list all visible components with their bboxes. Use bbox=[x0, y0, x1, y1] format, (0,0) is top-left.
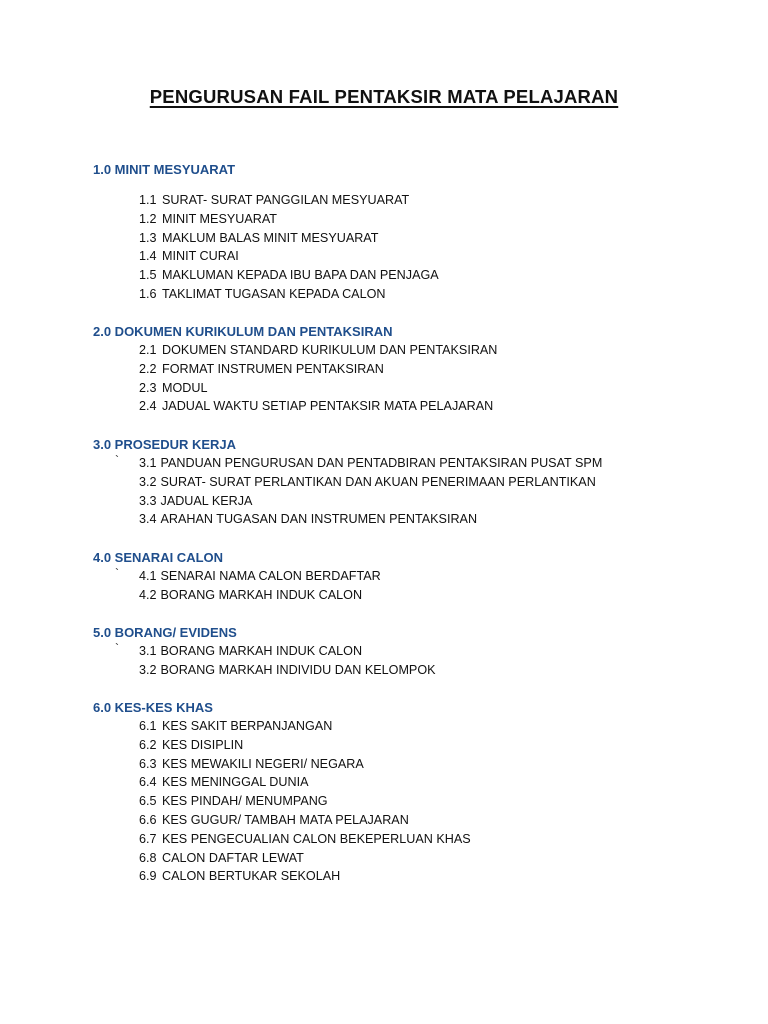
section-heading: 2.0 DOKUMEN KURIKULUM DAN PENTAKSIRAN bbox=[93, 324, 393, 339]
backtick-mark: ` bbox=[115, 641, 119, 655]
item-number: 4.2 bbox=[139, 587, 157, 602]
item-text: KES PINDAH/ MENUMPANG bbox=[162, 794, 328, 809]
section-kes-kes-khas bbox=[93, 698, 733, 886]
item-number: 3.4 bbox=[139, 512, 157, 527]
item-text: BORANG MARKAH INDIVIDU DAN KELOMPOK bbox=[160, 662, 436, 677]
item-text: CALON DAFTAR LEWAT bbox=[162, 850, 304, 865]
item-text: BORANG MARKAH INDUK CALON bbox=[160, 587, 363, 602]
item-number: 6.2 bbox=[139, 737, 157, 752]
section-heading: 4.0 SENARAI CALON bbox=[93, 550, 224, 565]
item-text: MINIT MESYUARAT bbox=[162, 211, 277, 226]
item-number: 6.6 bbox=[139, 812, 157, 827]
section-borang-evidens bbox=[93, 623, 733, 680]
item-number: 3.1 bbox=[139, 456, 157, 470]
list-item bbox=[93, 191, 733, 210]
item-number: 2.3 bbox=[139, 380, 157, 395]
list-item bbox=[93, 397, 733, 416]
item-text: MAKLUM BALAS MINIT MESYUARAT bbox=[162, 230, 379, 245]
list-item bbox=[93, 266, 733, 285]
item-number: 6.5 bbox=[139, 794, 157, 809]
list-item bbox=[93, 661, 733, 680]
section-heading: 6.0 KES-KES KHAS bbox=[93, 700, 213, 715]
list-item bbox=[93, 717, 733, 736]
list-item bbox=[93, 867, 733, 886]
list-item bbox=[93, 773, 733, 792]
list-item bbox=[93, 210, 733, 229]
section-prosedur-kerja bbox=[93, 435, 733, 529]
list-item bbox=[93, 341, 733, 360]
item-text: DOKUMEN STANDARD KURIKULUM DAN PENTAKSIRAN bbox=[162, 343, 498, 357]
item-number: 6.9 bbox=[139, 869, 157, 884]
item-text: KES MEWAKILI NEGERI/ NEGARA bbox=[162, 756, 364, 771]
section-minit-mesyuarat bbox=[93, 160, 733, 304]
item-number: 1.2 bbox=[139, 211, 157, 226]
item-text: TAKLIMAT TUGASAN KEPADA CALON bbox=[162, 286, 386, 301]
item-number: 2.2 bbox=[139, 361, 157, 376]
item-number: 6.3 bbox=[139, 756, 157, 771]
item-text: JADUAL WAKTU SETIAP PENTAKSIR MATA PELAJARAN bbox=[162, 399, 494, 414]
list-item bbox=[93, 285, 733, 304]
item-text: MINIT CURAI bbox=[162, 249, 239, 264]
item-text: FORMAT INSTRUMEN PENTAKSIRAN bbox=[162, 361, 384, 376]
item-number: 3.2 bbox=[139, 662, 157, 677]
item-number: 3.2 bbox=[139, 474, 157, 489]
section-heading: 3.0 PROSEDUR KERJA bbox=[93, 437, 237, 452]
item-number: 3.3 bbox=[139, 493, 157, 508]
item-text: KES DISIPLIN bbox=[162, 737, 244, 752]
page-title-text: PENGURUSAN FAIL PENTAKSIR MATA PELAJARAN bbox=[149, 86, 619, 107]
list-item bbox=[93, 830, 733, 849]
item-text: KES SAKIT BERPANJANGAN bbox=[162, 719, 333, 733]
item-number: 1.4 bbox=[139, 249, 157, 264]
item-number: 2.1 bbox=[139, 343, 157, 357]
item-text: KES MENINGGAL DUNIA bbox=[162, 775, 309, 790]
item-number: 1.6 bbox=[139, 286, 157, 301]
item-text: CALON BERTUKAR SEKOLAH bbox=[162, 869, 341, 884]
item-text: SENARAI NAMA CALON BERDAFTAR bbox=[160, 569, 381, 583]
item-text: BORANG MARKAH INDUK CALON bbox=[160, 644, 363, 658]
item-text: MAKLUMAN KEPADA IBU BAPA DAN PENJAGA bbox=[162, 268, 439, 283]
item-text: SURAT- SURAT PERLANTIKAN DAN AKUAN PENERIMAAN PERLANTIKAN bbox=[160, 474, 596, 489]
item-number: 4.1 bbox=[139, 569, 157, 583]
item-number: 6.7 bbox=[139, 831, 157, 846]
list-item bbox=[93, 229, 733, 248]
list-item bbox=[93, 473, 733, 492]
list-item bbox=[93, 849, 733, 868]
section-dokumen-kurikulum bbox=[93, 322, 733, 416]
section-senarai-calon bbox=[93, 548, 733, 605]
item-number: 6.8 bbox=[139, 850, 157, 865]
section-heading: 1.0 MINIT MESYUARAT bbox=[93, 162, 236, 177]
list-item bbox=[93, 360, 733, 379]
list-item bbox=[93, 379, 733, 398]
list-item bbox=[93, 510, 733, 529]
list-item bbox=[93, 492, 733, 511]
list-item bbox=[93, 642, 733, 661]
item-number: 3.1 bbox=[139, 644, 157, 658]
list-item bbox=[93, 454, 733, 473]
item-number: 1.1 bbox=[139, 193, 157, 207]
item-number: 1.3 bbox=[139, 230, 157, 245]
item-text: MODUL bbox=[162, 380, 208, 395]
item-text: KES PENGECUALIAN CALON BEKEPERLUAN KHAS bbox=[162, 831, 471, 846]
list-item bbox=[93, 247, 733, 266]
backtick-mark: ` bbox=[115, 453, 119, 467]
item-text: ARAHAN TUGASAN DAN INSTRUMEN PENTAKSIRAN bbox=[160, 512, 478, 527]
section-heading: 5.0 BORANG/ EVIDENS bbox=[93, 625, 237, 640]
item-number: 2.4 bbox=[139, 399, 157, 414]
item-number: 6.4 bbox=[139, 775, 157, 790]
item-text: PANDUAN PENGURUSAN DAN PENTADBIRAN PENTAKSIRAN PUSAT SPM bbox=[160, 456, 603, 470]
item-number: 1.5 bbox=[139, 268, 157, 283]
list-item bbox=[93, 811, 733, 830]
backtick-mark: ` bbox=[115, 566, 119, 580]
list-item bbox=[93, 567, 733, 586]
item-text: KES GUGUR/ TAMBAH MATA PELAJARAN bbox=[162, 812, 409, 827]
item-number: 6.1 bbox=[139, 719, 157, 733]
list-item bbox=[93, 755, 733, 774]
item-text: JADUAL KERJA bbox=[160, 493, 253, 508]
item-text: SURAT- SURAT PANGGILAN MESYUARAT bbox=[162, 193, 410, 207]
list-item bbox=[93, 792, 733, 811]
page-title bbox=[0, 86, 768, 108]
list-item bbox=[93, 586, 733, 605]
list-item bbox=[93, 736, 733, 755]
